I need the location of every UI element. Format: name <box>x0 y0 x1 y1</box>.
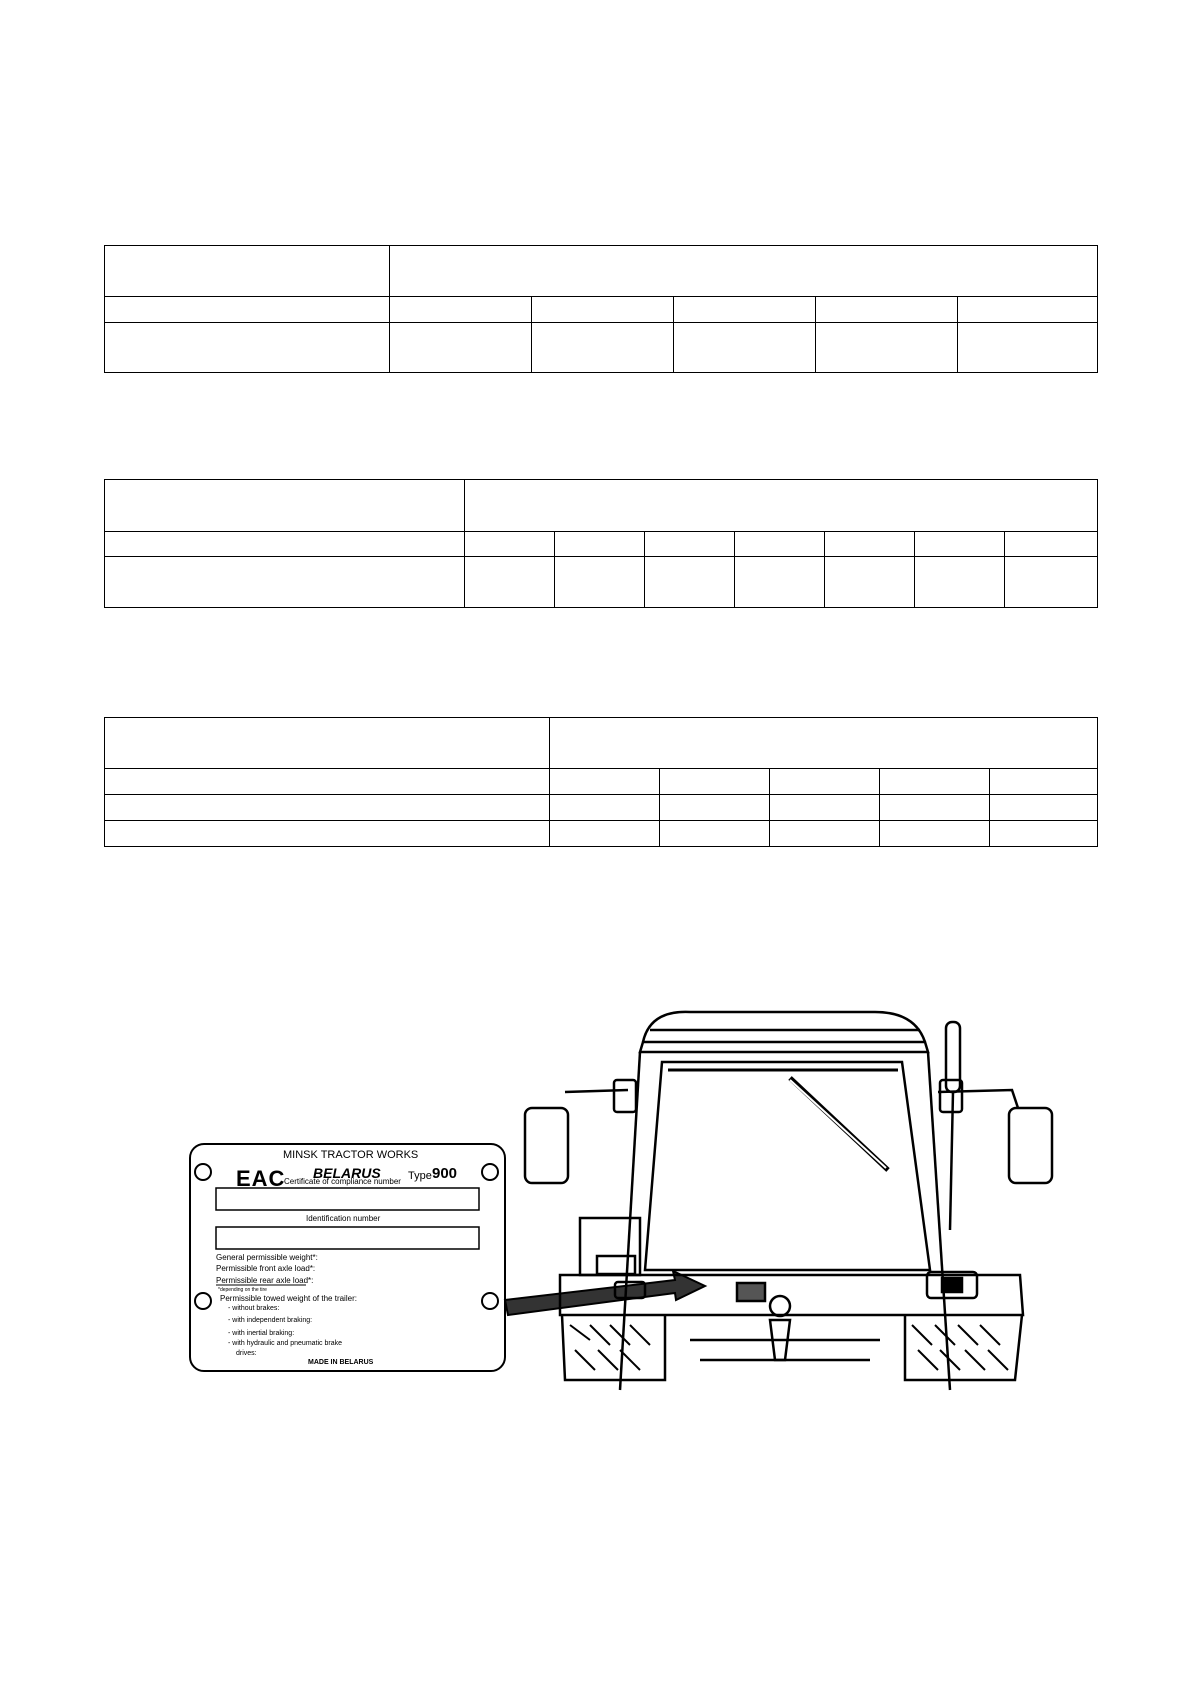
plate-hole <box>195 1293 211 1309</box>
rear-axle-label: Permissible rear axle load*: <box>216 1276 314 1285</box>
pointer-arrow <box>505 1271 705 1315</box>
certificate-field <box>216 1188 479 1210</box>
identification-label: Identification number <box>306 1214 381 1223</box>
drives-label: drives: <box>236 1350 257 1357</box>
inertial-braking-label: - with inertial braking: <box>228 1330 295 1337</box>
plate-type-number: 900 <box>432 1165 458 1182</box>
independent-braking-label: - with independent braking: <box>228 1317 313 1324</box>
identification-field <box>216 1227 479 1249</box>
plate-hole <box>195 1164 211 1180</box>
plate-brand: BELARUS <box>313 1165 381 1181</box>
front-axle-label: Permissible front axle load*: <box>216 1264 316 1273</box>
general-weight-label: General permissible weight*: <box>216 1253 318 1262</box>
plate-hole <box>482 1293 498 1309</box>
made-in-label: MADE IN BELARUS <box>308 1359 374 1366</box>
tire-note: *depending on the tire <box>218 1287 267 1293</box>
towed-weight-label: Permissible towed weight of the trailer: <box>220 1294 357 1303</box>
eac-logo: EAC <box>236 1166 286 1191</box>
tractor-drawing <box>525 1012 1052 1390</box>
plate-maker: MINSK TRACTOR WORKS <box>283 1149 419 1161</box>
nameplate-outline <box>190 1144 505 1371</box>
without-brakes-label: - without brakes: <box>228 1305 280 1312</box>
hydraulic-pneumatic-label: - with hydraulic and pneumatic brake <box>228 1340 343 1347</box>
certificate-label: Certificate of compliance number <box>284 1177 401 1186</box>
plate-type-label: Type <box>408 1170 432 1182</box>
plate-hole <box>482 1164 498 1180</box>
